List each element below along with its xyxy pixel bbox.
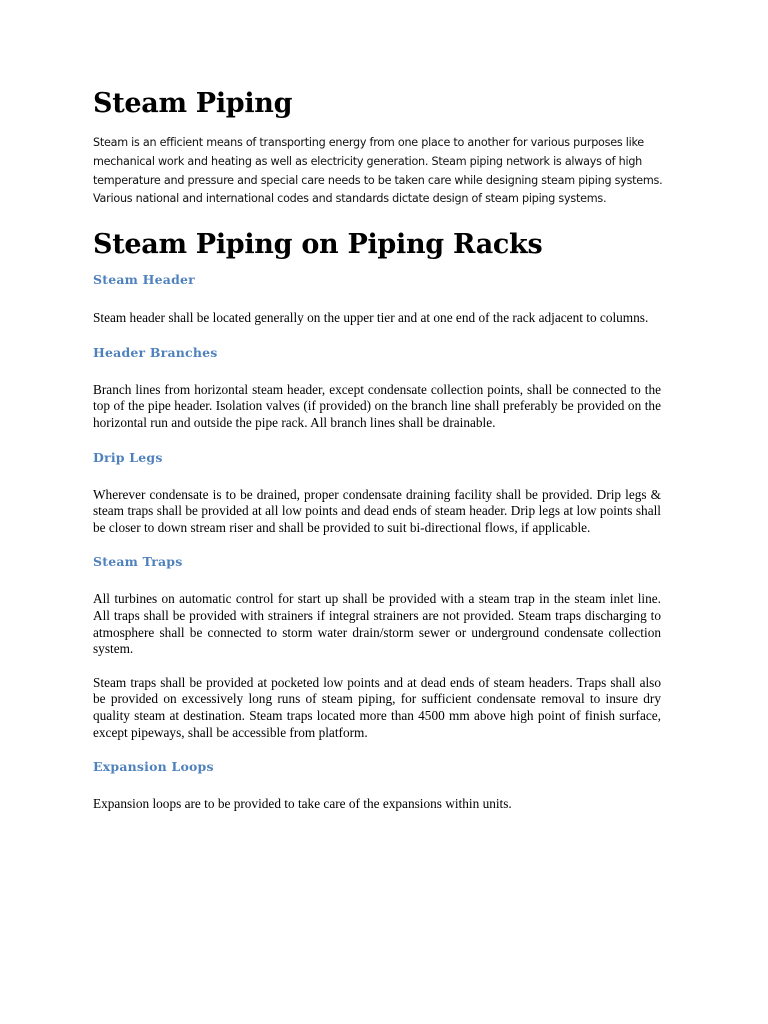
paragraph-steam-header: Steam header shall be located generally on the upper tier and at one end of the rack adjacent to columns. (93, 310, 649, 326)
document-content (93, 84, 673, 813)
heading-header-branches: Header Branches (93, 344, 218, 360)
paragraph-expansion-loops: Expansion loops are to be provided to take care of the expansions within units. (93, 796, 512, 812)
heading-steam-traps: Steam Traps (93, 554, 183, 570)
heading-steam-header: Steam Header (93, 272, 195, 288)
heading-drip-legs: Drip Legs (93, 449, 163, 465)
intro-paragraph: Steam is an efficient means of transporting energy from one place to another for various purposes like mechanical work and heating as well as electricity generation. Steam piping network is always of high temperature and pressure and special care needs to be taken care while designing steam piping systems. Various national and international codes and standards dictate design of steam piping systems. (93, 136, 663, 206)
section-title: Steam Piping on Piping Racks (93, 229, 543, 261)
page-title: Steam Piping (93, 88, 293, 119)
paragraph-steam-traps-2: Steam traps shall be provided at pocketed low points and at dead ends of steam headers. Traps shall also be provided on excessively long runs of steam piping, for sufficient condensate removal to insure dry quality steam at destination. Steam traps located more than 4500 mm above high point of finish surface, except pipeways, shall be accessible from platform. (93, 674, 661, 740)
paragraph-drip-legs: Wherever condensate is to be drained, proper condensate draining facility shall be provided. Drip legs & steam traps shall be provided at all low points and dead ends of steam header. Drip legs at low points shall be closer to down stream riser and shall be provided to suit bi-directional flows, if applicable. (93, 486, 661, 535)
paragraph-header-branches: Branch lines from horizontal steam header, except condensate collection points, shall be connected to the top of the pipe header. Isolation valves (if provided) on the branch line shall preferably be provided on the horizontal run and outside the pipe rack. All branch lines shall be drainable. (93, 381, 661, 430)
paragraph-steam-traps-1: All turbines on automatic control for start up shall be provided with a steam trap in the steam inlet line. All traps shall be provided with strainers if integral strainers are not provided. Steam traps discharging to atmosphere shall be connected to storm water drain/storm sewer or underground condensate collection system. (93, 591, 661, 657)
heading-expansion-loops: Expansion Loops (93, 759, 214, 775)
